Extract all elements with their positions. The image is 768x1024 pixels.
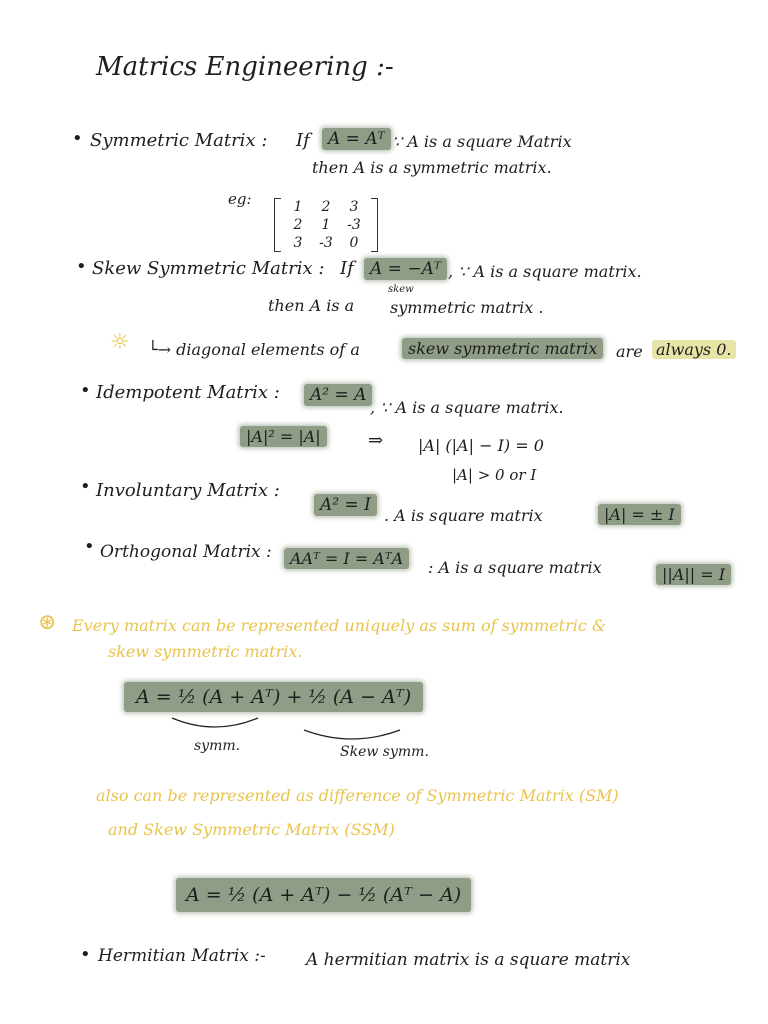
matrix-cell: 3 xyxy=(349,199,359,215)
matrix-cell: 1 xyxy=(321,217,331,233)
hermitian-text: A hermitian matrix is a square matrix xyxy=(306,950,631,970)
symmetric-conclusion: then A is a symmetric matrix. xyxy=(312,158,552,177)
bracket-left xyxy=(274,198,281,252)
bullet: • xyxy=(76,256,87,277)
idempotent-step2: |A| > 0 or I xyxy=(452,466,537,484)
skew-label: Skew Symmetric Matrix : xyxy=(92,258,325,279)
orthogonal-reason: : A is a square matrix xyxy=(428,558,602,577)
idempotent-step1: |A| (|A| − I) = 0 xyxy=(418,436,544,455)
note1-line2: skew symmetric matrix. xyxy=(108,642,303,661)
underbrace-symm xyxy=(170,716,260,732)
idempotent-det: |A|² = |A| xyxy=(240,426,327,447)
skew-note-highlight: skew symmetric matrix xyxy=(402,338,603,359)
page-title: Matrics Engineering :- xyxy=(96,52,394,82)
skew-if: If xyxy=(340,258,354,279)
skew-conclusion-b: symmetric matrix . xyxy=(390,298,544,317)
skew-reason: , ∵ A is a square matrix. xyxy=(448,262,642,281)
symmetric-if: If xyxy=(296,130,310,151)
note2-line2: and Skew Symmetric Matrix (SSM) xyxy=(108,820,395,839)
idempotent-formula: A² = A xyxy=(304,384,372,406)
involutary-label: Involuntary Matrix : xyxy=(96,480,280,501)
skew-note-mid: are xyxy=(616,342,643,361)
bullet: • xyxy=(80,476,91,497)
idempotent-reason: , ∵ A is a square matrix. xyxy=(370,398,564,417)
orthogonal-label: Orthogonal Matrix : xyxy=(100,542,272,562)
skew-insert: skew xyxy=(388,284,414,295)
skew-note-always: always 0. xyxy=(652,340,736,359)
sum-formula: A = ½ (A + Aᵀ) + ½ (A − Aᵀ) xyxy=(124,682,423,712)
bullet: • xyxy=(72,128,83,149)
underbrace-skew xyxy=(302,728,402,744)
symmetric-reason: ∵ A is a square Matrix xyxy=(392,132,572,151)
lightbulb-icon: ☼ xyxy=(110,330,130,355)
orthogonal-formula: AAᵀ = I = AᵀA xyxy=(284,548,409,569)
involutary-formula: A² = I xyxy=(314,494,377,516)
symm-label: symm. xyxy=(194,738,241,754)
matrix-cell: 2 xyxy=(293,217,303,233)
bullet: • xyxy=(84,536,95,557)
symmetric-label: Symmetric Matrix : xyxy=(90,130,268,151)
matrix-cell: -3 xyxy=(319,235,333,251)
example-matrix xyxy=(274,198,378,252)
matrix-cell: 3 xyxy=(293,235,303,251)
bullet: • xyxy=(80,944,91,965)
skew-note-prefix: └→ diagonal elements of a xyxy=(148,340,360,359)
matrix-cell: 0 xyxy=(349,235,359,251)
hermitian-label: Hermitian Matrix :- xyxy=(98,946,266,966)
skew-symm-label: Skew symm. xyxy=(340,744,429,760)
matrix-cell: -3 xyxy=(347,217,361,233)
implies-arrow: ⇒ xyxy=(368,430,384,451)
note2-line1: also can be represented as difference of Symmetric Matrix (SM) xyxy=(96,786,619,805)
involutary-det: |A| = ± I xyxy=(598,504,681,525)
orthogonal-det: ||A|| = I xyxy=(656,564,731,585)
star-icon: ⊛ xyxy=(38,610,57,635)
note1-line1: Every matrix can be represented uniquely as sum of symmetric & xyxy=(72,616,607,635)
bullet: • xyxy=(80,380,91,401)
example-label: eg: xyxy=(228,190,252,208)
matrix-cell: 2 xyxy=(321,199,331,215)
bracket-right xyxy=(371,198,378,252)
difference-formula: A = ½ (A + Aᵀ) − ½ (Aᵀ − A) xyxy=(176,878,471,912)
involutary-reason: . A is square matrix xyxy=(384,506,543,525)
skew-formula: A = −Aᵀ xyxy=(364,258,447,280)
idempotent-label: Idempotent Matrix : xyxy=(96,382,280,403)
symmetric-formula: A = Aᵀ xyxy=(322,128,391,150)
matrix-cell: 1 xyxy=(293,199,303,215)
skew-conclusion-a: then A is a xyxy=(268,296,355,315)
